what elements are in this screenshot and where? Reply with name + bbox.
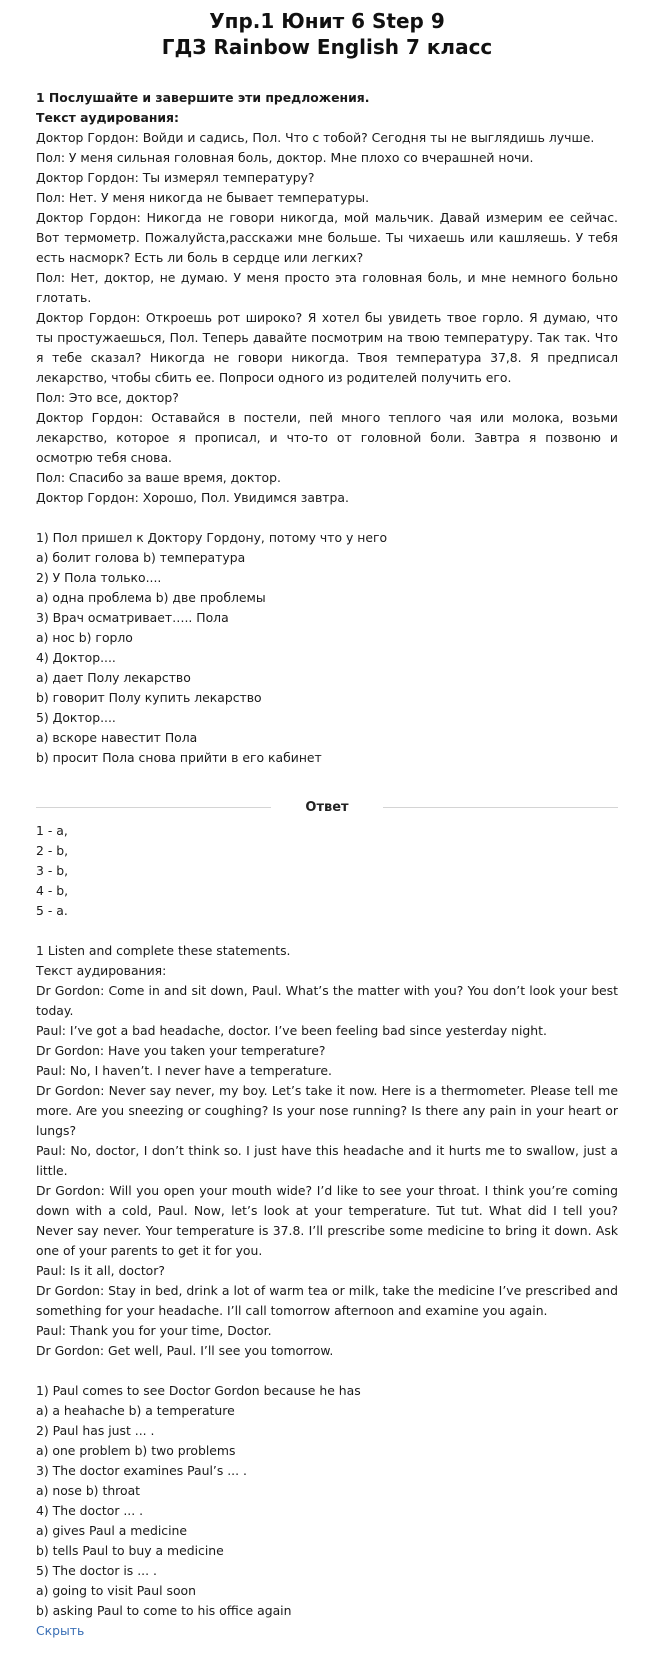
question-line: a) дает Полу лекарство <box>36 670 191 685</box>
dialogue-line: Доктор Гордон: Ты измерял температуру? <box>36 170 315 185</box>
question-line: a) gives Paul a medicine <box>36 1523 188 1538</box>
dialogue-line: Dr Gordon: Have you taken your temperature? <box>36 1043 326 1058</box>
answer-item: 3 - b, <box>36 863 69 878</box>
question-line: 1) Paul comes to see Doctor Gordon because he has <box>36 1383 361 1398</box>
dialogue-line: Dr Gordon: Stay in bed, drink a lot of warm tea or milk, take the medicine I’ve prescribed and something for your headache. I’ll call tomorrow afternoon and examine you again. <box>36 1283 618 1318</box>
question-line: a) болит голова b) температура <box>36 550 246 565</box>
en-task: 1 Listen and complete these statements. <box>36 943 291 958</box>
dialogue-line: Dr Gordon: Come in and sit down, Paul. What’s the matter with you? You don’t look your best today. <box>36 983 618 1018</box>
dialogue-line: Пол: Это все, доктор? <box>36 390 179 405</box>
en-dialogue <box>36 981 618 1361</box>
dialogue-line: Пол: У меня сильная головная боль, доктор. Мне плохо со вчерашней ночи. <box>36 150 534 165</box>
dialogue-line: Paul: Is it all, doctor? <box>36 1263 165 1278</box>
dialogue-line: Dr Gordon: Will you open your mouth wide? I’d like to see your throat. I think you’re coming down with a cold, Paul. Now, let’s look at your temperature. Tut tut. What did I tell you? Never say never. Your temperature is 37.8. I’ll prescribe some medicine to bring it down. Ask one of your parents to get it for you. <box>36 1183 618 1258</box>
question-line: 3) Врач осматривает….. Пола <box>36 610 229 625</box>
dialogue-line: Доктор Гордон: Оставайся в постели, пей много теплого чая или молока, возьми лекарство, которое я прописал, и что-то от головной боли. Завтра я позвоню и осмотрю тебя снова. <box>36 410 618 465</box>
page <box>0 8 654 1641</box>
en-listening-label: Текст аудирования: <box>36 963 167 978</box>
dialogue-line: Пол: Нет. У меня никогда не бывает температуры. <box>36 190 370 205</box>
dialogue-line: Paul: No, I haven’t. I never have a temperature. <box>36 1063 332 1078</box>
question-line: a) a heahache b) a temperature <box>36 1403 235 1418</box>
answer-divider <box>36 800 618 815</box>
dialogue-line: Пол: Нет, доктор, не думаю. У меня просто эта головная боль, и мне немного больно глотать. <box>36 270 618 305</box>
title-line-2: ГДЗ Rainbow English 7 класс <box>161 35 493 59</box>
ru-questions <box>36 528 618 768</box>
question-line: b) говорит Полу купить лекарство <box>36 690 262 705</box>
question-line: 3) The doctor examines Paul’s ... . <box>36 1463 247 1478</box>
question-line: b) просит Пола снова прийти в его кабинет <box>36 750 322 765</box>
question-line: 5) Доктор.... <box>36 710 116 725</box>
dialogue-line: Доктор Гордон: Никогда не говори никогда, мой мальчик. Давай измерим ее сейчас. Вот термометр. Пожалуйста,расскажи мне больше. Ты чихаешь или кашляешь. У тебя есть насморк? Есть ли боль в сердце или легких? <box>36 210 618 265</box>
question-line: b) asking Paul to come to his office again <box>36 1603 292 1618</box>
question-line: b) tells Paul to buy a medicine <box>36 1543 224 1558</box>
title-line-1: Упр.1 Юнит 6 Step 9 <box>209 9 445 33</box>
question-line: 2) У Пола только.... <box>36 570 162 585</box>
en-questions <box>36 1381 618 1621</box>
answer-item: 5 - a. <box>36 903 68 918</box>
question-line: 4) Доктор.... <box>36 650 116 665</box>
page-title <box>36 8 618 60</box>
english-section <box>36 941 618 1641</box>
question-line: a) нос b) горло <box>36 630 133 645</box>
ru-dialogue <box>36 128 618 508</box>
question-line: 4) The doctor ... . <box>36 1503 144 1518</box>
ru-listening-label: Текст аудирования: <box>36 110 179 125</box>
divider-line-left <box>36 807 271 808</box>
divider-line-right <box>383 807 618 808</box>
dialogue-line: Dr Gordon: Get well, Paul. I’ll see you tomorrow. <box>36 1343 334 1358</box>
dialogue-line: Доктор Гордон: Хорошо, Пол. Увидимся завтра. <box>36 490 349 505</box>
answer-item: 2 - b, <box>36 843 69 858</box>
question-line: a) going to visit Paul soon <box>36 1583 196 1598</box>
ru-task: 1 Послушайте и завершите эти предложения. <box>36 90 370 105</box>
russian-section <box>36 88 618 768</box>
answer-label: Ответ <box>305 800 349 815</box>
dialogue-line: Paul: I’ve got a bad headache, doctor. I’ve been feeling bad since yesterday night. <box>36 1023 547 1038</box>
answer-item: 4 - b, <box>36 883 69 898</box>
dialogue-line: Доктор Гордон: Откроешь рот широко? Я хотел бы увидеть твое горло. Я думаю, что ты простужаешься, Пол. Теперь давайте посмотрим на твою температуру. Так так. Что я тебе сказал? Никогда не говори никогда. Твоя температура 37,8. Я предписал лекарство, чтобы сбить ее. Попроси одного из родителей получить его. <box>36 310 618 385</box>
question-line: 1) Пол пришел к Доктору Гордону, потому что у него <box>36 530 388 545</box>
dialogue-line: Paul: No, doctor, I don’t think so. I just have this headache and it hurts me to swallow, just a little. <box>36 1143 618 1178</box>
dialogue-line: Доктор Гордон: Войди и садись, Пол. Что с тобой? Сегодня ты не выглядишь лучше. <box>36 130 595 145</box>
question-line: a) вскоре навестит Пола <box>36 730 198 745</box>
dialogue-line: Dr Gordon: Never say never, my boy. Let’s take it now. Here is a thermometer. Please tell me more. Are you sneezing or coughing? Is your nose running? Is there any pain in your heart or lungs? <box>36 1083 618 1138</box>
question-line: a) одна проблема b) две проблемы <box>36 590 266 605</box>
dialogue-line: Пол: Спасибо за ваше время, доктор. <box>36 470 281 485</box>
question-line: 5) The doctor is ... . <box>36 1563 157 1578</box>
hide-link[interactable]: Скрыть <box>36 1623 85 1638</box>
dialogue-line: Paul: Thank you for your time, Doctor. <box>36 1323 272 1338</box>
answers-list <box>36 821 618 921</box>
question-line: 2) Paul has just ... . <box>36 1423 155 1438</box>
question-line: a) one problem b) two problems <box>36 1443 236 1458</box>
question-line: a) nose b) throat <box>36 1483 141 1498</box>
answer-item: 1 - a, <box>36 823 68 838</box>
